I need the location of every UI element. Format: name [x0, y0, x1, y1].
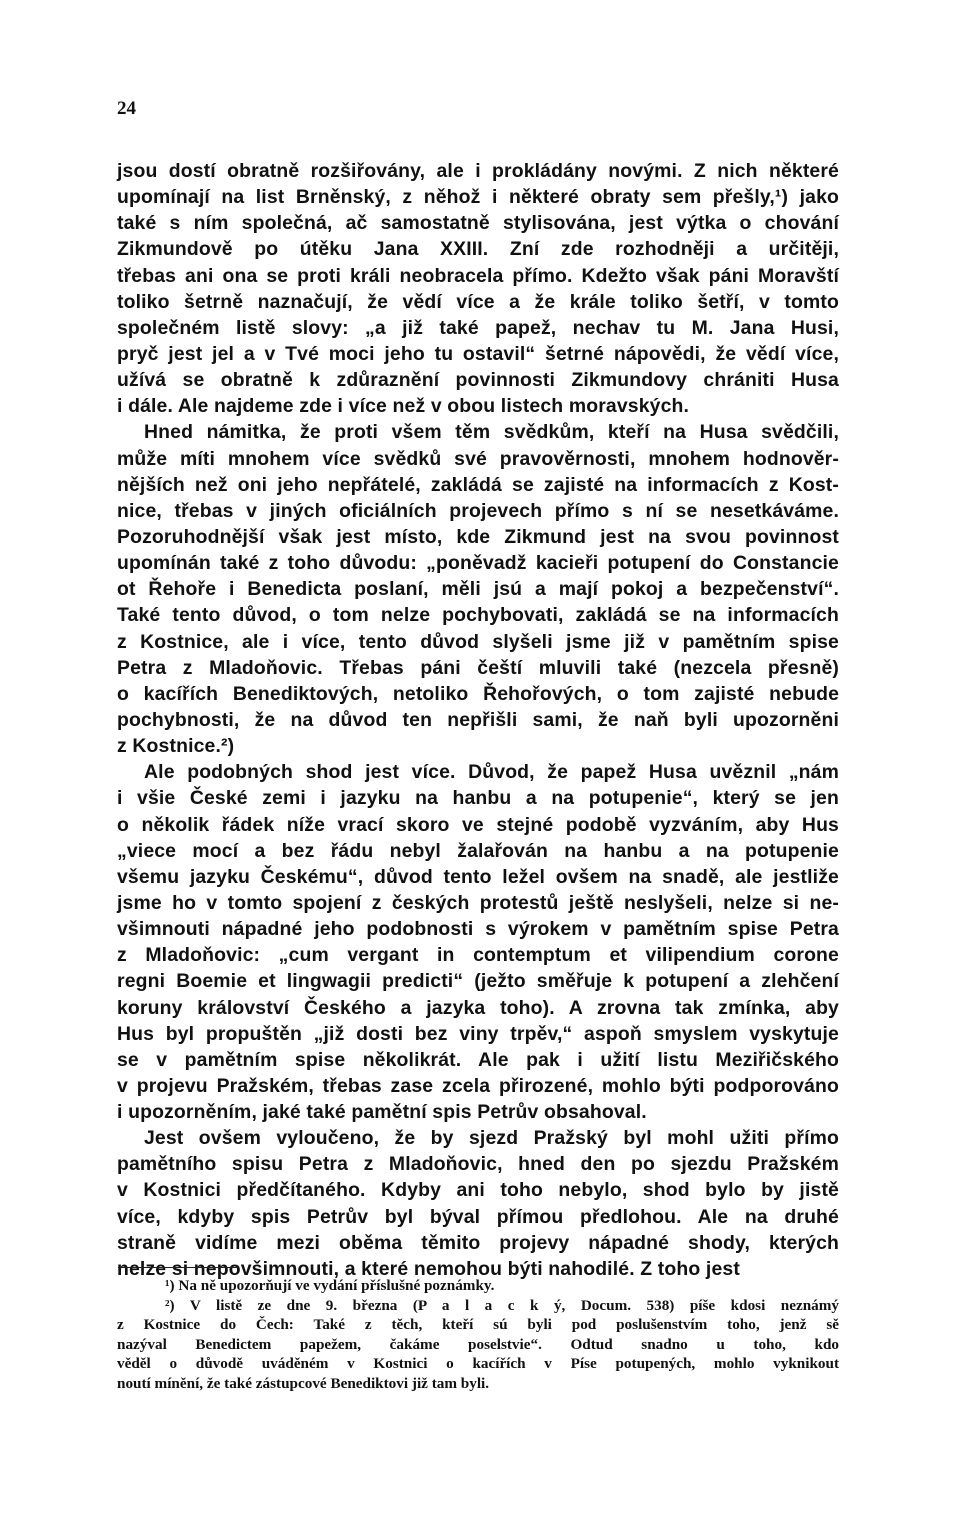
text-line: Také tento důvod, o tom nelze pochybovati, zakládá se na informacích: [117, 604, 839, 627]
text-line: třebas ani ona se proti králi neobracela přímo. Kdežto však páni Moravští: [117, 264, 839, 287]
text-line: pryč jest jel a v Tvé moci jeho tu ostavil“ šetrné nápovědi, že vědí více,: [117, 342, 839, 365]
footnote-line: z Kostnice do Čech: Také z těch, kteří sú byli pod poslušenstvím toho, jenž sě: [117, 1316, 839, 1334]
text-line: koruny království Českého a jazyka toho). A zrovna tak zmínka, aby: [117, 996, 839, 1019]
text-line: se v pamětním spise několikrát. Ale pak i užití listu Meziřičského: [117, 1048, 839, 1071]
text-line: jsme ho v tomto spojení z českých protestů ještě neslyšeli, nelze si ne-: [117, 891, 839, 914]
text-line: ot Řehoře i Benedicta poslaní, měli jsú a mají pokoj a bezpečenství“.: [117, 578, 839, 601]
text-line: upomínají na list Brněnský, z něhož i některé obraty sem přešly,¹) jako: [117, 186, 839, 209]
text-line: Hned námitka, že proti všem těm svědkům, kteří na Husa svědčili,: [144, 421, 839, 444]
text-line: upomínán také z toho důvodu: „poněvadž kacieři potupení do Constancie: [117, 552, 839, 575]
text-line: i upozorněním, jaké také pamětní spis Petrův obsahoval.: [117, 1101, 647, 1124]
paragraph: [117, 759, 839, 1125]
text-line: Ale podobných shod jest více. Důvod, že papež Husa uvěznil „nám: [144, 761, 839, 784]
body-text: [117, 158, 839, 1282]
text-line: z Mladoňovic: „cum vergant in contemptum et vilipendium corone: [117, 944, 839, 967]
footnote-line: nazýval Benedictem papežem, čakáme poselstvie“. Odtud snadno u toho, kdo: [117, 1335, 839, 1353]
paragraph: [117, 419, 839, 759]
text-line: společném listě slovy: „a již také papež, nechav tu M. Jana Husi,: [117, 316, 839, 339]
text-line: straně vidíme mezi oběma těmito projevy nápadné shody, kterých: [117, 1231, 839, 1254]
text-line: v projevu Pražském, třebas zase zcela přirozené, mohlo býti podporováno: [117, 1074, 839, 1097]
footnote: [117, 1296, 839, 1394]
text-line: z Kostnice, ale i více, tento důvod slyšeli jsme již v pamětním spise: [117, 630, 839, 653]
footnote: [117, 1276, 839, 1296]
footnote-line: noutí mínění, že také zástupcové Benediktovi již tam byli.: [117, 1374, 490, 1392]
paragraph: [117, 158, 839, 419]
text-line: o několik řádek níže vrací skoro ve stejné podobě vyzváním, aby Hus: [117, 813, 839, 836]
text-line: všimnouti nápadné jeho podobnosti s výrokem v pamětním spise Petra: [117, 918, 839, 941]
text-line: pamětního spisu Petra z Mladoňovic, hned den po sjezdu Pražském: [117, 1153, 839, 1176]
text-line: nějších než oni jeho nepřátelé, zakládá se zajisté na informacích z Kost-: [117, 473, 839, 496]
text-line: všemu jazyku Českému“, důvod tento ležel ovšem na snadě, ale jestliže: [117, 865, 839, 888]
text-line: také s ním společná, ač samostatně stylisována, jest výtka o chování: [117, 212, 839, 235]
text-line: o kacířích Benediktových, netoliko Řehořových, o tom zajisté nebude: [117, 682, 839, 705]
text-line: více, kdyby spis Petrův byl býval přímou předlohou. Ale na druhé: [117, 1205, 839, 1228]
text-line: může míti mnohem více svědků své pravověrnosti, mnohem hodnověr-: [117, 447, 839, 470]
footnote-line: věděl o důvodě uváděném v Kostnici o kacířích v Píse potupených, mohlo vyknikout: [117, 1355, 839, 1373]
text-line: nelze si nepovšimnouti, a které nemohou býti nahodilé. Z toho jest: [117, 1257, 740, 1280]
text-line: Hus byl propuštěn „již dosti bez viny trpěv,“ aspoň smyslem vyskytuje: [117, 1022, 839, 1045]
text-line: Pozoruhodnější však jest místo, kde Zikmund jest na svou povinnost: [117, 525, 839, 548]
page-number: 24: [117, 98, 136, 119]
text-line: Zikmundově po útěku Jana XXIII. Zní zde rozhodněji a určitěji,: [117, 238, 839, 261]
text-line: z Kostnice.²): [117, 735, 235, 758]
text-line: Jest ovšem vyloučeno, že by sjezd Pražský byl mohl užiti přímo: [144, 1127, 839, 1150]
footnotes: [117, 1276, 839, 1394]
footnote-line: ²) V listě ze dne 9. března (P a l a c k ý, Docum. 538) píše kdosi neznámý: [165, 1296, 839, 1314]
text-line: i dále. Ale najdeme zde i více než v obou listech moravských.: [117, 395, 690, 418]
text-line: regni Boemie et lingwagii predicti“ (ježto směřuje k potupení a zlehčení: [117, 970, 839, 993]
text-line: i všie České zemi i jazyku na hanbu a na potupenie“, který se jen: [117, 787, 839, 810]
text-line: nice, třebas v jiných oficiálních projevech přímo s ní se nesetkáváme.: [117, 499, 839, 522]
text-line: Petra z Mladoňovic. Třebas páni čeští mluvili také (nezcela přesně): [117, 656, 839, 679]
footnote-line: ¹) Na ně upozorňují ve vydání příslušné poznámky.: [165, 1277, 495, 1294]
text-line: pochybnosti, že na důvod ten nepřišli sami, že naň byli upozorněni: [117, 708, 839, 731]
text-line: v Kostnici předčítaného. Kdyby ani toho nebylo, shod bylo by jistě: [117, 1179, 839, 1202]
text-line: jsou dostí obratně rozšiřovány, ale i prokládány novými. Z nich některé: [117, 160, 839, 182]
paragraph: [117, 1125, 839, 1282]
text-line: užívá se obratně k zdůraznění povinnosti Zikmundovy chrániti Husa: [117, 369, 839, 392]
footnote-divider: [118, 1267, 238, 1268]
text-line: toliko šetrně naznačují, že vědí více a že krále toliko šetří, v tomto: [117, 290, 839, 313]
text-line: „viece mocí a bez řádu nebyl žalařován na hanbu a na potupenie: [117, 839, 839, 862]
